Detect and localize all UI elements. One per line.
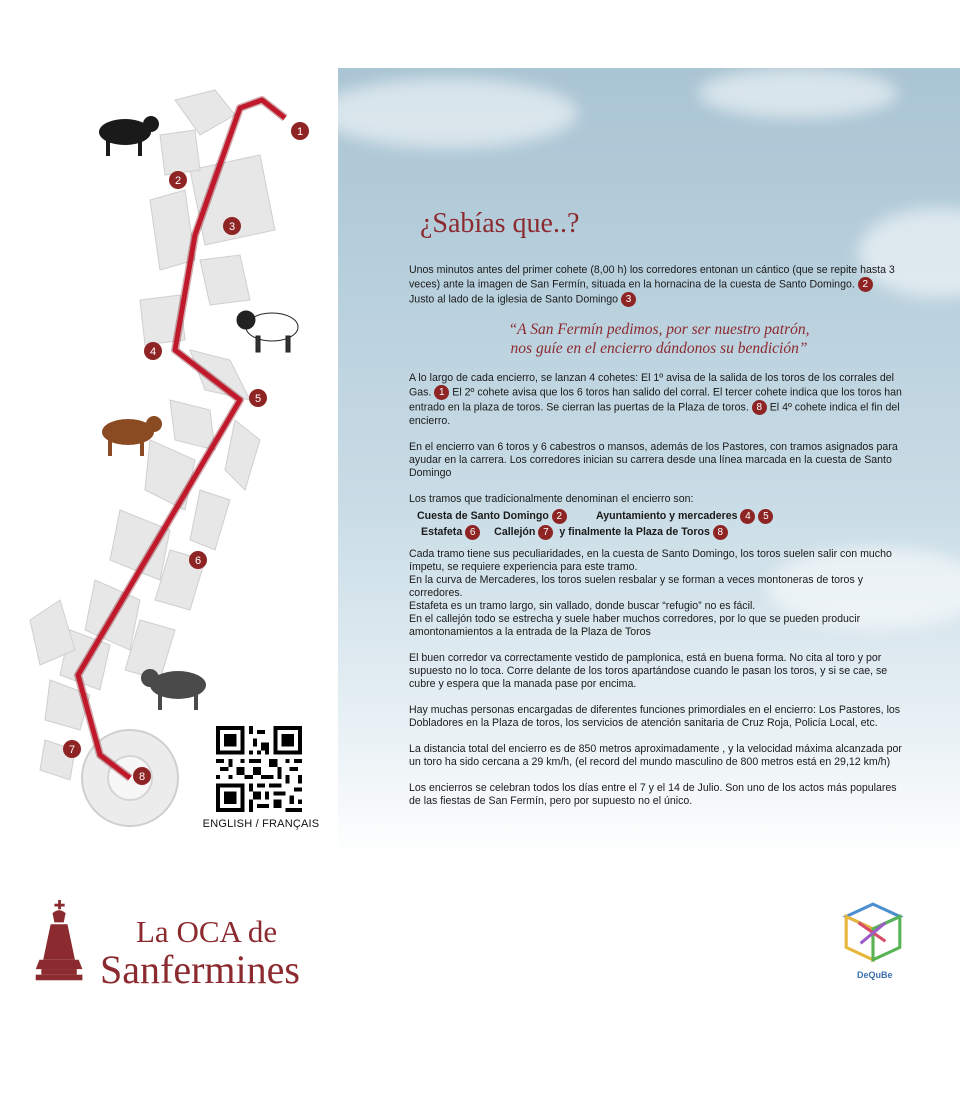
tramos-intro: Los tramos que tradicionalmente denominan el encierro son: [409, 493, 694, 505]
bull-icon [237, 311, 298, 352]
paragraph-toros: En el encierro van 6 toros y 6 cabestros o mansos, además de los Pastores, con tramos asignados para ayudar en la carrera. Los corredores inician su carrera desde una línea marcada en la cuesta de Santo Domingo [409, 441, 898, 479]
svg-text:5: 5 [254, 393, 262, 405]
paragraph-cohetes: A lo largo de cada encierro, se lanzan 4 cohetes: El 1º avisa de la salida de los toros de los corrales del Gas. 1 El 2º cohete avisa que los 6 toros han salido del corral. El tercer cohete indica que los toros han entrado en la plaza de toros. Se cierran las puertas de la Plaza de toros. 8 El 4º cohete indica el fin del encierro. [409, 372, 902, 427]
svg-text:2: 2 [174, 175, 182, 187]
marker-8 [133, 767, 151, 785]
svg-text:6: 6 [194, 555, 202, 567]
tramo-ayuntamiento: Ayuntamiento y mercaderes 4 5 [596, 508, 773, 524]
marker-badge-8: 8 [752, 400, 767, 415]
quote: “A San Fermín pedimos, por ser nuestro patrón, nos guíe en el encierro dándonos su bendición” [508, 321, 810, 357]
marker-2 [169, 171, 187, 189]
marker-1 [291, 122, 309, 140]
marker-badge-1: 1 [434, 385, 449, 400]
page-title: ¿Sabías que..? [420, 208, 580, 239]
paragraph-personas: Hay muchas personas encargadas de diferentes funciones primordiales en el encierro: Los Pastores, los Dobladores en la Plaza de toros, los servicios de atención sanitaria de Cruz Roja, Policía Local, etc. [409, 704, 901, 729]
marker-3 [223, 217, 241, 235]
deqube-cube-icon [840, 900, 906, 966]
tramo-plaza: y finalmente la Plaza de Toros 8 [559, 524, 727, 540]
article-body [409, 264, 909, 821]
svg-text:1: 1 [296, 126, 304, 138]
marker-badge-2: 2 [858, 277, 873, 292]
paragraph-intro: Unos minutos antes del primer cohete (8,00 h) los corredores entonan un cántico (que se repite hasta 3 veces) ante la imagen de San Fermín, situada en la hornacina de la cuesta de Santo Domingo. 2 Justo al lado de la iglesia de Santo Domingo 3 [409, 264, 895, 306]
qr-caption[interactable]: ENGLISH / FRANÇAIS [202, 818, 320, 830]
marker-4 [144, 342, 162, 360]
tramo-callejon: Callejón 7 [494, 524, 553, 540]
tramo-cuesta: Cuesta de Santo Domingo 2 [409, 508, 596, 524]
marker-6 [189, 551, 207, 569]
svg-text:7: 7 [68, 744, 76, 756]
paragraph-fechas: Los encierros se celebran todos los días entre el 7 y el 14 de Julio. Son uno de los actos más populares de las fiestas de San Fermín, pero por supuesto no el único. [409, 782, 897, 807]
tramos-list [409, 508, 909, 540]
marker-7 [63, 740, 81, 758]
marker-badge-3: 3 [621, 292, 636, 307]
tramo-estafeta: Estafeta 6 [421, 524, 480, 540]
deqube-label: DeQuBe [857, 970, 893, 980]
san-fermin-logo-icon [32, 898, 88, 986]
bull-icon [141, 669, 206, 710]
paragraph-corredor: El buen corredor va correctamente vestido de pamplonica, está en buena forma. No cita al toro y por supuesto no lo toca. Corre delante de los toros apartándose cuando le pasan los toros, y si se cae, se cubre y espera que la manada pase por encima. [409, 652, 888, 690]
bull-icon [99, 116, 159, 156]
svg-text:4: 4 [149, 346, 157, 358]
svg-text:3: 3 [228, 221, 236, 233]
svg-text:8: 8 [138, 771, 146, 783]
qr-code[interactable] [216, 726, 302, 812]
marker-5 [249, 389, 267, 407]
brand-logo: La OCA de Sanfermines [100, 914, 300, 992]
paragraph-peculiaridades: Cada tramo tiene sus peculiaridades, en la cuesta de Santo Domingo, los toros suelen salir con mucho ímpetu, se requiere experiencia para este tramo. En la curva de Mercaderes, los toros suelen resbalar y se forman a veces montoneras de toros y corredores. Estafeta es un tramo largo, sin vallado, donde buscar “refugio” no es fácil. En el callejón todo se estrecha y suele haber muchos corredores, por lo que se pueden producir amontonamientos a la entrada de la Plaza de Toros [409, 548, 892, 638]
paragraph-distancia: La distancia total del encierro es de 850 metros aproximadamente , y la velocidad máxima alcanzada por un toro ha sido cercana a 29 km/h, (el record del mundo masculino de 800 metros está en 29,12 km/h) [409, 743, 902, 768]
